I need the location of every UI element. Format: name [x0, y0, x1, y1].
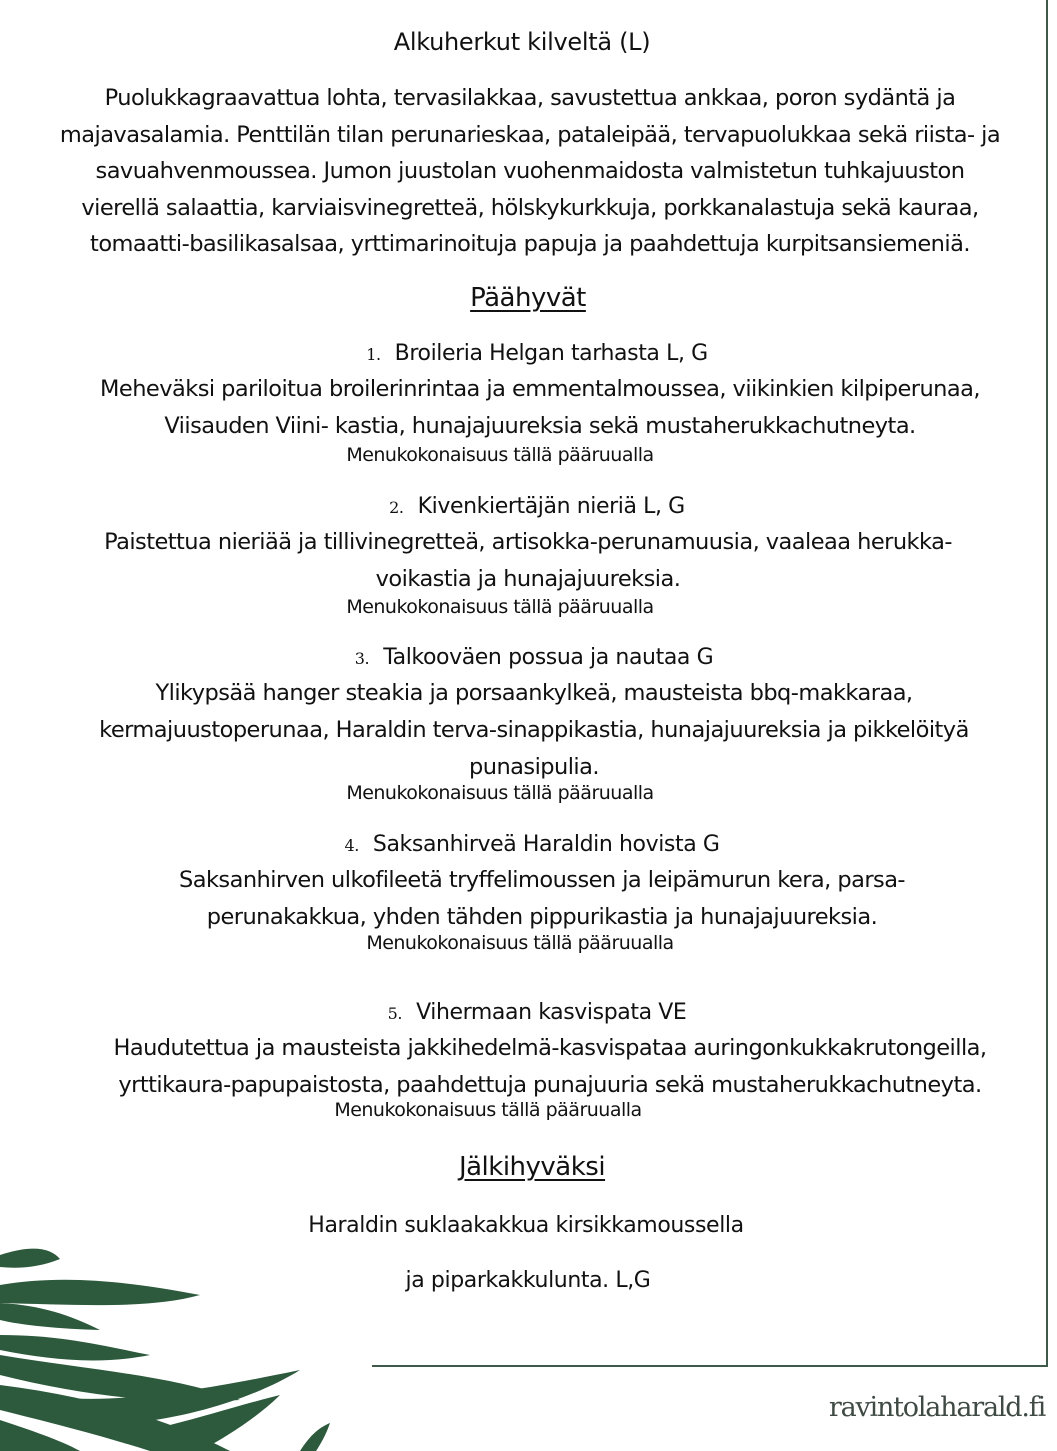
starters-line: vierellä salaattia, karviaisvinegretteä, hölskykurkkuja, porkkanalastuja sekä kauraa,: [81, 194, 979, 221]
dish-2-line: Paistettua nieriää ja tillivinegretteä, artisokka-perunamuusia, vaaleaa herukka-: [104, 529, 952, 555]
frame-bottom-border: [372, 1365, 1048, 1367]
starters-line: tomaatti-basilikasalsaa, yrttimarinoituja papuja ja paahdettuja kurpitsansiemeniä.: [90, 231, 970, 257]
dessert-line-2: ja piparkakkulunta. L,G: [405, 1268, 651, 1293]
dish-1-name: Broileria Helgan tarhasta L, G: [394, 341, 708, 366]
dish-2-description: [6, 524, 1050, 598]
dish-2-name: Kivenkiertäjän nieriä L, G: [417, 494, 685, 519]
pine-branch-decoration: [0, 1245, 360, 1451]
dish-5-line: yrttikaura-papupaistosta, paahdettuja punajuuria sekä mustaherukkachutneyta.: [118, 1072, 982, 1098]
pine-needle: [300, 1423, 330, 1451]
dish-5-number: 5.: [387, 1004, 403, 1023]
dish-5-menu-note: Menukokonaisuus tällä pääruualla: [334, 1099, 642, 1121]
starters-title: Alkuherkut kilveltä (L): [393, 28, 651, 56]
dish-2-title: [15, 494, 1057, 519]
dish-4-name: Saksanhirveä Haraldin hovista G: [372, 832, 720, 857]
dish-3-line: punasipulia.: [469, 754, 599, 780]
dish-2-line: voikastia ja hunajajuureksia.: [375, 566, 681, 592]
starters-line: majavasalamia. Penttilän tilan perunarieskaa, pataleipää, tervapuolukkaa sekä riista- ja: [59, 121, 1001, 148]
dish-4-line: Saksanhirven ulkofileetä tryffelimoussen ja leipämurun kera, parsa-: [178, 867, 906, 893]
dish-3-number: 3.: [354, 649, 370, 668]
dish-3-line: Ylikypsää hanger steakia ja porsaankylkeä, mausteista bbq-makkaraa,: [155, 680, 913, 706]
dish-5-line: Haudutettua ja mausteista jakkihedelmä-kasvispataa auringonkukkakrutongeilla,: [113, 1035, 987, 1061]
dish-1-line: Meheväksi pariloitua broilerinrintaa ja emmentalmoussea, viikinkien kilpiperunaa,: [100, 376, 980, 402]
dish-3-line: kermajuustoperunaa, Haraldin terva-sinappikastia, hunajajuureksia ja pikkelöityä: [99, 717, 969, 743]
dish-4-description: [20, 862, 1057, 936]
starters-description: [8, 80, 1052, 263]
dish-5-description: [40, 1030, 1057, 1104]
pine-needle: [0, 1249, 60, 1268]
dish-3-name: Talkooväen possua ja nautaa G: [383, 645, 714, 670]
mains-title: Päähyvät: [470, 283, 586, 313]
starters-line: Puolukkagraavattua lohta, tervasilakkaa, savustettua ankkaa, poron sydäntä ja: [104, 85, 956, 111]
dish-1-number: 1.: [366, 345, 381, 364]
website-link[interactable]: ravintolaharald.fi: [828, 1392, 1045, 1423]
dish-4-number: 4.: [344, 836, 359, 855]
dish-5-name: Vihermaan kasvispata VE: [416, 1000, 687, 1025]
dessert-title: Jälkihyväksi: [458, 1152, 606, 1182]
dish-3-menu-note: Menukokonaisuus tällä pääruualla: [346, 782, 654, 804]
dish-1-line: Viisauden Viini- kastia, hunajajuureksia sekä mustaherukkachutneyta.: [164, 413, 916, 439]
dish-1-description: [18, 371, 1057, 445]
pine-needle: [0, 1280, 200, 1305]
dish-3-title: [12, 645, 1056, 670]
dessert-line-1: Haraldin suklaakakkua kirsikkamoussella: [308, 1213, 744, 1238]
starters-line: savuahvenmoussea. Jumon juustolan vuohenmaidosta valmistetun tuhkajuuston: [95, 158, 965, 184]
dish-2-menu-note: Menukokonaisuus tällä pääruualla: [346, 596, 654, 618]
dish-5-title: [15, 1000, 1057, 1025]
dish-1-menu-note: Menukokonaisuus tällä pääruualla: [346, 444, 654, 466]
pine-needle: [0, 1303, 100, 1330]
dish-2-number: 2.: [389, 498, 404, 517]
pine-needle: [0, 1335, 150, 1360]
dish-1-title: [15, 341, 1057, 366]
dish-4-line: perunakakkua, yhden tähden pippurikastia ja hunajajuureksia.: [206, 904, 878, 930]
dish-4-title: [10, 832, 1054, 857]
dish-4-menu-note: Menukokonaisuus tällä pääruualla: [366, 932, 674, 954]
dish-3-description: [12, 675, 1056, 786]
